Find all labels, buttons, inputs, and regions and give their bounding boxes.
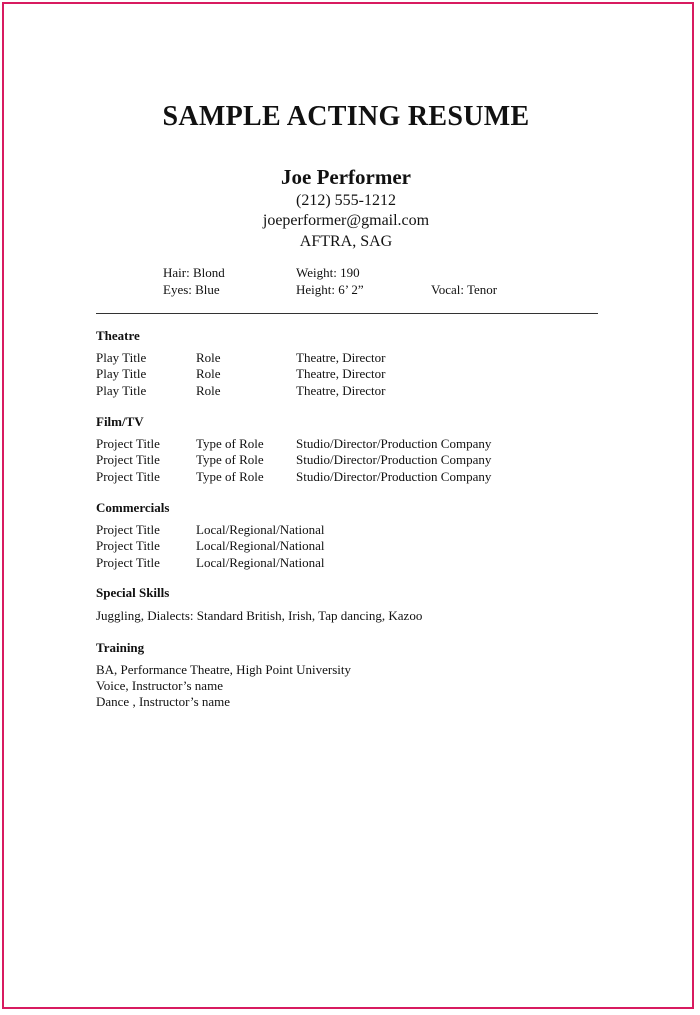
section-heading-film-tv: Film/TV xyxy=(96,414,144,429)
theatre-row-1-title: Play Title xyxy=(96,350,147,365)
section-heading-theatre: Theatre xyxy=(96,328,140,343)
performer-unions: AFTRA, SAG xyxy=(299,233,393,250)
commercial-row-3-title: Project Title xyxy=(96,555,160,570)
film-row-3-company: Studio/Director/Production Company xyxy=(296,469,492,484)
performer-email: joeperformer@gmail.com xyxy=(262,212,430,229)
commercial-row-1-title: Project Title xyxy=(96,522,160,537)
special-skills-text: Juggling, Dialects: Standard British, Irish, Tap dancing, Kazoo xyxy=(96,608,423,623)
theatre-row-2-role: Role xyxy=(196,366,221,381)
commercial-row-3-scope: Local/Regional/National xyxy=(196,555,325,570)
stat-vocal: Vocal: Tenor xyxy=(431,282,498,297)
theatre-row-2-title: Play Title xyxy=(96,366,147,381)
performer-name: Joe Performer xyxy=(281,165,411,189)
stat-height: Height: 6’ 2” xyxy=(296,282,364,297)
theatre-row-3-role: Role xyxy=(196,383,221,398)
film-row-3-title: Project Title xyxy=(96,469,160,484)
training-line-1: BA, Performance Theatre, High Point University xyxy=(96,662,352,677)
theatre-row-3-venue: Theatre, Director xyxy=(296,383,386,398)
theatre-row-1-venue: Theatre, Director xyxy=(296,350,386,365)
film-row-1-title: Project Title xyxy=(96,436,160,451)
section-heading-commercials: Commercials xyxy=(96,500,170,515)
page-title: SAMPLE ACTING RESUME xyxy=(162,101,530,132)
theatre-row-1-role: Role xyxy=(196,350,221,365)
film-row-1-company: Studio/Director/Production Company xyxy=(296,436,492,451)
commercial-row-2-title: Project Title xyxy=(96,538,160,553)
film-row-2-title: Project Title xyxy=(96,452,160,467)
stat-weight: Weight: 190 xyxy=(296,265,360,280)
commercial-row-1-scope: Local/Regional/National xyxy=(196,522,325,537)
film-row-3-role: Type of Role xyxy=(196,469,264,484)
film-row-1-role: Type of Role xyxy=(196,436,264,451)
film-row-2-company: Studio/Director/Production Company xyxy=(296,452,492,467)
section-heading-training: Training xyxy=(96,640,145,655)
header-divider xyxy=(96,313,598,314)
training-line-2: Voice, Instructor’s name xyxy=(96,678,223,693)
stat-eyes: Eyes: Blue xyxy=(163,282,220,297)
performer-phone: (212) 555-1212 xyxy=(296,192,396,209)
film-row-2-role: Type of Role xyxy=(196,452,264,467)
stat-hair: Hair: Blond xyxy=(163,265,225,280)
section-heading-special-skills: Special Skills xyxy=(96,585,170,600)
theatre-row-2-venue: Theatre, Director xyxy=(296,366,386,381)
commercial-row-2-scope: Local/Regional/National xyxy=(196,538,325,553)
training-line-3: Dance , Instructor’s name xyxy=(96,694,231,709)
theatre-row-3-title: Play Title xyxy=(96,383,147,398)
